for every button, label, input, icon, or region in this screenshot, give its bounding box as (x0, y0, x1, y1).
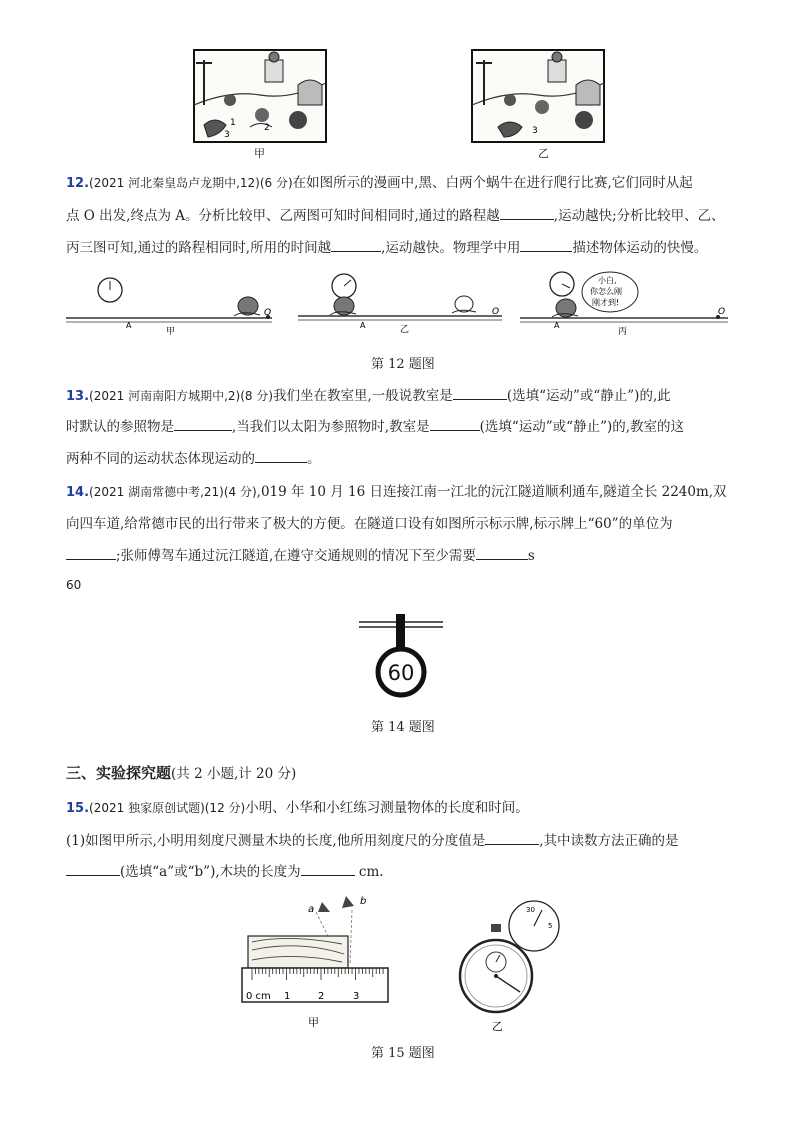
q13-text-1a: 我们坐在教室里,一般说教室是 (273, 388, 453, 404)
q11-cartoon-figure (190, 45, 610, 163)
stopwatch-figure (460, 901, 559, 1012)
q15-blank-2[interactable] (66, 862, 120, 876)
snail-icon (455, 296, 473, 312)
q14-stray-text: 60 (66, 578, 82, 592)
q13-text-2b: ,当我们以太阳为参照物时,教室是 (232, 419, 430, 435)
q12-blank-2[interactable] (331, 238, 381, 252)
snail-race-figure (62, 268, 742, 340)
q12-line-3 (66, 238, 707, 257)
q14-text-2: 向四车道,给常德市民的出行带来了极大的方便。在隧道口设有如图所示标示牌,标示牌上“60”的单位为 (66, 516, 673, 532)
snail-bing-label: 丙 (618, 327, 628, 337)
ruler-tick-label-3: 3 (353, 991, 360, 1002)
q13-blank-2[interactable] (174, 417, 232, 431)
stopwatch-figure-label: 乙 (492, 1020, 503, 1033)
fig12-caption: 第 12 题图 (371, 357, 435, 372)
q13-line-2 (66, 417, 684, 436)
section-3-title: 三、实验探究题 (66, 764, 172, 782)
q15-line-2 (66, 831, 679, 850)
snail-icon (238, 297, 258, 315)
q14-source: (2021 湖南常德中考,21)(4 分) (89, 485, 257, 499)
cartoon-left-label: 甲 (254, 147, 265, 160)
fig15-caption: 第 15 题图 (371, 1046, 435, 1061)
q13-text-2c: (选填“运动”或“静止”)的,教室的这 (479, 419, 685, 435)
svg-text:3: 3 (532, 126, 538, 136)
q15-blank-3[interactable] (301, 862, 355, 876)
snail-panel-jia (66, 278, 272, 322)
ruler-figure (242, 896, 388, 1002)
ruler-unit-label: 0 cm (246, 991, 271, 1002)
q14-line-1 (66, 483, 727, 502)
q14-text-1: ,019 年 10 月 16 日连接江南一江北的沅江隧道顺利通车,隧道全长 2240m,双 (256, 484, 727, 500)
snail-bing-A: A (554, 321, 560, 330)
svg-text:2: 2 (264, 123, 270, 133)
ruler-eye-a-label: a (308, 904, 315, 915)
ruler-figure-label: 甲 (308, 1016, 319, 1029)
q14-number: 14. (66, 485, 90, 500)
q12-line-1 (66, 174, 693, 193)
bubble-line-1: 小白, (598, 276, 617, 285)
q15-text-3a: (选填“a”或“b”),木块的长度为 (120, 864, 301, 880)
section-3-sub: (共 2 小题,计 20 分) (171, 766, 297, 782)
cartoon-panel-left (194, 50, 326, 142)
speed-sign-value: 60 (387, 661, 415, 685)
snail-yi-O: O (492, 307, 500, 317)
q14-line-2 (66, 515, 673, 533)
ruler-tick-label-1: 1 (284, 991, 291, 1002)
snail-yi-label: 乙 (400, 325, 410, 335)
q14-text-3a: ;张师傅驾车通过沅江隧道,在遵守交通规则的情况下至少需要 (116, 548, 476, 564)
svg-text:3: 3 (224, 130, 230, 140)
ruler-stopwatch-figure (238, 888, 568, 1036)
cartoon-right-label: 乙 (538, 147, 549, 160)
q13-text-3b: 。 (307, 451, 321, 467)
q15-line-3 (66, 862, 384, 881)
bubble-line-2: 你怎么刚 (590, 287, 622, 296)
snail-jia-A: A (126, 321, 132, 330)
q13-line-3 (66, 449, 321, 468)
q14-blank-1[interactable] (66, 546, 116, 560)
snail-jia-O: O (264, 308, 272, 318)
snail-jia-label: 甲 (166, 327, 176, 337)
q14-text-3b: s (527, 548, 535, 564)
q15-line-1 (66, 799, 529, 818)
q13-blank-4[interactable] (255, 449, 307, 463)
q15-blank-1[interactable] (485, 831, 539, 845)
q13-text-3a: 两种不同的运动状态体现运动的 (66, 451, 255, 467)
snail-panel-bing (520, 272, 728, 322)
q13-number: 13. (66, 389, 90, 404)
q12-text-3c: 描述物体运动的快慢。 (572, 240, 708, 256)
cartoon-panel-right (472, 50, 604, 142)
ruler-tick-label-2: 2 (318, 991, 325, 1002)
q12-blank-3[interactable] (520, 238, 572, 252)
q12-text-3b: ,运动越快。物理学中用 (381, 240, 521, 256)
q12-blank-1[interactable] (500, 206, 554, 220)
q15-text-1: 小明、小华和小红练习测量物体的长度和时间。 (245, 800, 529, 816)
q12-line-2 (66, 206, 725, 225)
bubble-line-3: 刚才到! (592, 298, 620, 307)
svg-text:1: 1 (230, 118, 236, 128)
eye-a-icon (318, 902, 330, 912)
q13-blank-1[interactable] (453, 386, 507, 400)
q12-text-2a: 点 O 出发,终点为 A。分析比较甲、乙两图可知时间相同时,通过的路程越 (66, 208, 500, 224)
q12-text-2b: ,运动越快;分析比较甲、乙、 (553, 208, 725, 224)
fig14-caption: 第 14 题图 (371, 720, 435, 735)
q13-text-1b: (选填“运动”或“静止”)的,此 (506, 388, 671, 404)
q13-blank-3[interactable] (430, 417, 480, 431)
stopwatch-dial-5: 5 (548, 922, 553, 930)
section-3-heading (66, 762, 296, 783)
q15-text-2b: ,其中读数方法正确的是 (539, 833, 679, 849)
q12-text-3a: 丙三图可知,通过的路程相同时,所用的时间越 (66, 240, 332, 256)
ruler-eye-b-label: b (360, 896, 367, 907)
snail-panel-yi (298, 274, 502, 320)
q12-number: 12. (66, 176, 90, 191)
q13-text-2a: 时默认的参照物是 (66, 419, 174, 435)
q13-line-1 (66, 386, 671, 406)
q15-number: 15. (66, 801, 90, 816)
q15-text-3b: cm. (354, 864, 384, 880)
eye-b-icon (342, 896, 354, 908)
snail-bing-O: O (718, 307, 726, 317)
speed-limit-sign-figure (355, 610, 447, 702)
q14-line-3 (66, 546, 535, 565)
q13-source: (2021 河南南阳方城期中,2)(8 分) (89, 389, 274, 403)
wood-block (248, 936, 348, 968)
q14-blank-2[interactable] (476, 546, 528, 560)
q15-text-2a: (1)如图甲所示,小明用刻度尺测量木块的长度,他所用刻度尺的分度值是 (66, 833, 486, 849)
snail-yi-A: A (360, 321, 366, 330)
q12-source: (2021 河北秦皇岛卢龙期中,12)(6 分) (89, 176, 293, 190)
q12-text-1: 在如图所示的漫画中,黑、白两个蜗牛在进行爬行比赛,它们同时从起 (292, 175, 693, 191)
q15-source: (2021 独家原创试题)(12 分) (89, 801, 246, 815)
stopwatch-dial-30: 30 (526, 906, 535, 914)
